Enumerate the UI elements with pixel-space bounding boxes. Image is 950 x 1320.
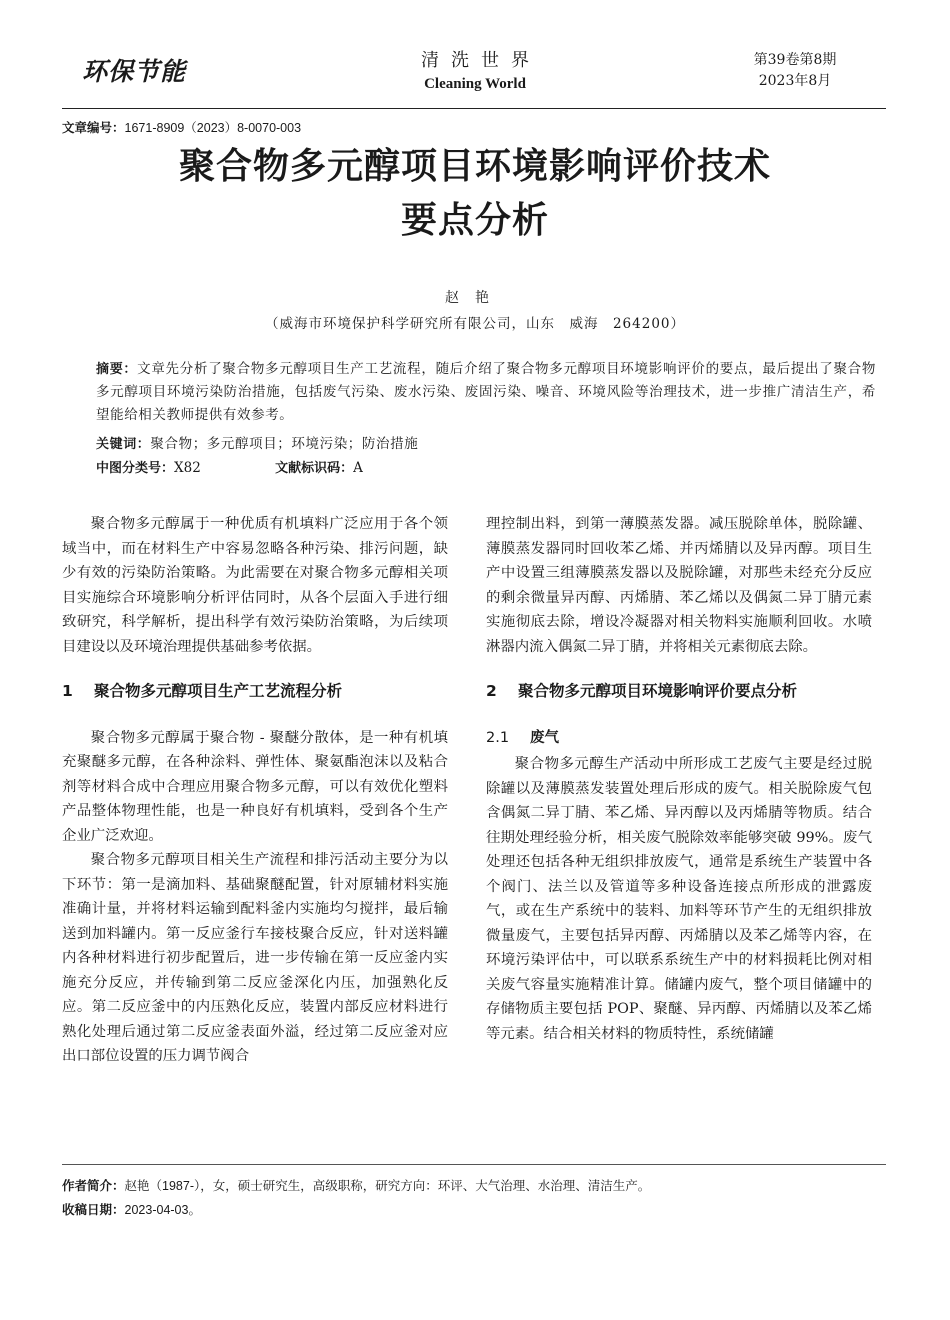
footnote-divider: [62, 1164, 886, 1165]
doc-code-value: A: [353, 460, 363, 476]
article-number-value: 1671-8909（2023）8-0070-003: [124, 121, 302, 135]
intro-paragraph: 聚合物多元醇属于一种优质有机填料广泛应用于各个领域当中，而在材料生产中容易忽略各种污染、排污问题，缺少有效的污染防治策略。为此需要在对聚合物多元醇相关项目实施综合环境影响分析评估同时，从各个层面入手进行细致研究，科学解析，提出科学有效污染防治策略，为后续项目建设以及环境治理提供基础参考依据。: [62, 516, 448, 655]
received-date-text: 2023-04-03。: [124, 1203, 201, 1217]
abstract-text: 文章先分析了聚合物多元醇项目生产工艺流程，随后介绍了聚合物多元醇项目环境影响评价的要点，最后提出了聚合物多元醇项目环境污染防治措施，包括废气污染、废水污染、废固污染、噪音、环境风险等治理技术，进一步推广清洁生产，希望能给相关教师提供有效参考。: [96, 361, 876, 423]
journal-masthead: [360, 46, 590, 93]
author-bio-text: 赵艳（1987-），女，硕士研究生，高级职称，研究方向：环评、大气治理、水治理、清洁生产。: [124, 1179, 651, 1193]
body-column-left: [62, 512, 448, 1069]
article-number-label: 文章编号：: [62, 121, 125, 135]
title-line-1: 聚合物多元醇项目环境影响评价技术: [178, 146, 771, 187]
subsection-2-1-title: 废气: [530, 729, 559, 746]
abstract: [96, 358, 876, 427]
journal-logo: 环保节能: [82, 57, 187, 86]
issue-info: [720, 50, 870, 92]
keywords: [96, 432, 418, 452]
header-divider: [62, 108, 886, 109]
received-date: [62, 1200, 201, 1218]
section-1-title: 聚合物多元醇项目生产工艺流程分析: [94, 682, 343, 700]
body-column-right: [486, 512, 872, 1046]
section-1-number: 1: [62, 682, 73, 700]
clc-value: X82: [174, 460, 201, 476]
received-date-label: 收稿日期：: [62, 1203, 125, 1217]
section-1-paragraph-1: 聚合物多元醇属于聚合物 - 聚醚分散体，是一种有机填充聚醚多元醇，在各种涂料、弹性体、聚氨酯泡沫以及粘合剂等材料合成中合理应用聚合物多元醇，可以有效优化塑料产品整体物理性能，也是一种良好有机填料，受到各个生产企业广泛欢迎。: [62, 729, 448, 844]
author-affiliation: （威海市环境保护科学研究所有限公司，山东 威海 264200）: [264, 316, 686, 332]
continued-paragraph: 理控制出料，到第一薄膜蒸发器。减压脱除单体，脱除罐、薄膜蒸发器同时回收苯乙烯、并丙烯腈以及异丙醇。项目生产中设置三组薄膜蒸发器以及脱除罐，对那些未经充分反应的剩余微量异丙醇、丙烯腈、苯乙烯以及偶氮二异丁腈元素实施彻底去除，增设冷凝器对相关物料实施顺利回收。水喷淋器内流入偶氮二异丁腈，并将相关元素彻底去除。: [486, 516, 872, 655]
section-2-number: 2: [486, 682, 497, 700]
section-1-paragraph-2: 聚合物多元醇项目相关生产流程和排污活动主要分为以下环节：第一是滴加料、基础聚醚配置，针对原辅材料实施准确计量，并将材料运输到配料釜内实施均匀搅拌，最后输送到加料罐内。第一反应釜行车接枝聚合反应，针对送料罐内各种材料进行初步配置后，进一步传输在第一反应釜内实施充分反应，并传输到第二反应釜深化内压，加强熟化反应。第二反应釜中的内压熟化反应，装置内部反应材料进行熟化处理后通过第二反应釜表面外溢，经过第二反应釜对应出口部位设置的压力调节阀合: [62, 852, 448, 1064]
article-title: [60, 140, 890, 248]
section-2-heading: [486, 679, 872, 704]
section-2-title: 聚合物多元醇项目环境影响评价要点分析: [518, 682, 798, 700]
subsection-2-1-paragraph: 聚合物多元醇生产活动中所形成工艺废气主要是经过脱除罐以及薄膜蒸发装置处理后形成的废气。相关脱除废气包含偶氮二异丁腈、苯乙烯、异丙醇以及丙烯腈等物质。结合往期处理经验分析，相关废气脱除效率能够突破 99%。废气处理还包括各种无组织排放废气，通常是系统生产装置中各个阀门、法兰以及管道等多种设备连接点所形成的泄露废气，或在生产系统中的装料、加料等环节产生的无组织排放微量废气，主要包括异丙醇、丙烯腈以及苯乙烯等内容，在环境污染评估中，可以联系系统生产中的材料损耗比例对相关废气容量实施精准计算。储罐内废气，整个项目储罐中的存储物质主要包括 POP、聚醚、异丙醇、丙烯腈以及苯乙烯等元素。结合相关材料的物质特性，系统储罐: [486, 756, 872, 1042]
author-name: 赵艳: [445, 290, 505, 306]
article-number: [62, 118, 301, 136]
keywords-text: 聚合物；多元醇项目；环境污染；防治措施: [150, 436, 419, 452]
clc-label: 中图分类号：: [96, 461, 175, 476]
abstract-label: 摘要：: [96, 362, 138, 377]
volume-issue: 第39卷第8期: [753, 52, 837, 68]
journal-name-cn: 清洗世界: [421, 50, 541, 71]
issue-date: 2023年8月: [758, 73, 832, 89]
classification-info: [96, 457, 363, 476]
author-bio: [62, 1176, 650, 1194]
subsection-2-1-number: 2.1: [486, 729, 510, 746]
title-line-2: 要点分析: [400, 200, 549, 241]
journal-name-en: Cleaning World: [424, 76, 526, 92]
subsection-2-1-heading: [486, 726, 872, 751]
keywords-label: 关键词：: [96, 437, 151, 452]
doc-code-label: 文献标识码：: [275, 461, 354, 476]
author-bio-label: 作者简介：: [62, 1179, 125, 1193]
section-1-heading: [62, 679, 448, 704]
